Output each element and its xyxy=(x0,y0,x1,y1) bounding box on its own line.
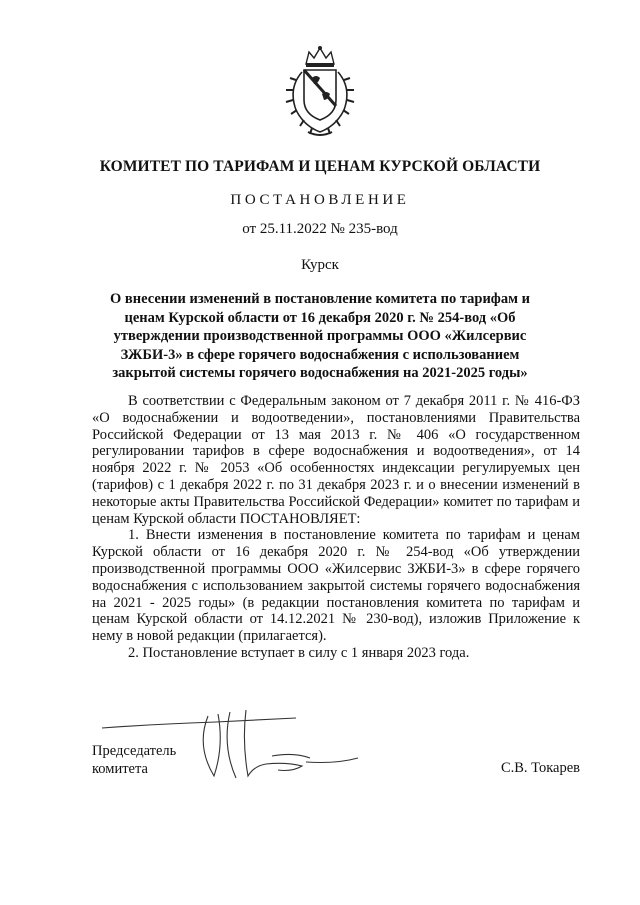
committee-name: КОМИТЕТ ПО ТАРИФАМ И ЦЕНАМ КУРСКОЙ ОБЛАСТИ xyxy=(99,158,541,175)
item-2-paragraph: 2. Постановление вступает в силу с 1 января 2023 года. xyxy=(128,644,470,661)
preamble-paragraph: В соответствии с Федеральным законом от 7 декабря 2011 г. № 416-ФЗ «О водоснабжении и водоотведении», постановлениями Правительства Российской Федерации от 13 мая 2013 г. № 406 «О государственном регулировании тарифов в сфере водоснабжения и водоотведения», от 14 ноября 2022 г. № 2053 «Об особенностях индексации регулируемых цен (тарифов) с 1 декабря 2022 г. по 31 декабря 2023 г. и о внесении изменений в некоторые акты Правительства Российской Федерации» комитет по тарифам и ценам Курской области ПОСТАНОВЛЯЕТ: xyxy=(92,393,580,527)
document-subject: О внесении изменений в постановление комитета по тарифам и ценам Курской области от 16 декабря 2020 г. № 254-вод «Об утверждении производственной программы ООО «Жилсервис ЗЖБИ-3» в сфере горячего водоснабжения с использованием закрытой системы горячего водоснабжения на 2021-2025 годы» xyxy=(110,291,530,382)
signatory-title-line-2: комитета xyxy=(92,761,148,777)
document-date-number: от 25.11.2022 № 235-вод xyxy=(242,221,398,237)
document-type: ПОСТАНОВЛЕНИЕ xyxy=(230,192,410,208)
signatory-name: С.В. Токарев xyxy=(500,760,580,776)
coat-of-arms-emblem xyxy=(282,44,358,140)
item-1-paragraph: 1. Внести изменения в постановление комитета по тарифам и ценам Курской области от 16 декабря 2020 г. № 254-вод «Об утверждении производственной программы ООО «Жилсервис ЗЖБИ-3» в сфере горячего водоснабжения с использованием закрытой системы горячего водоснабжения на 2021 - 2025 годы» (в редакции постановления комитета по тарифам и ценам Курской области от 14.12.2021 № 230-вод), изложив Приложение к нему в новой редакции (прилагается). xyxy=(92,527,580,645)
document-city: Курск xyxy=(301,257,339,273)
signatory-title-line-1: Председатель xyxy=(92,743,177,759)
document-body xyxy=(92,393,580,662)
signatory-title xyxy=(92,742,176,778)
